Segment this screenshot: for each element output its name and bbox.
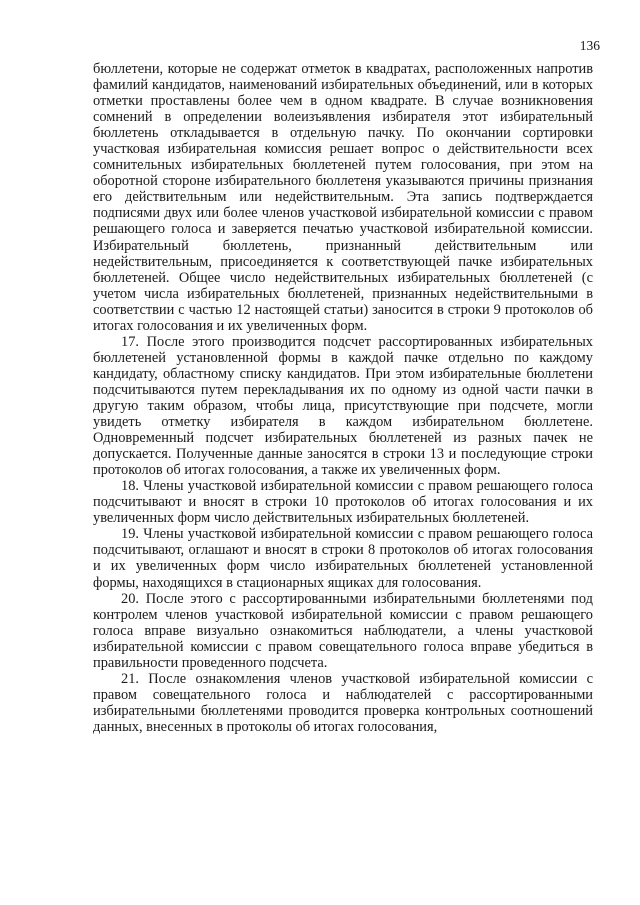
paragraph-18: 18. Члены участковой избирательной комиссии с правом решающего голоса подсчитывают и вносят в строки 10 протоколов об итогах голосования и их увеличенных форм число действительных избирательных бюллетеней. — [93, 478, 593, 527]
paragraph-19: 19. Члены участковой избирательной комиссии с правом решающего голоса подсчитывают, оглашают и вносят в строки 8 протоколов об итогах голосования и их увеличенных форм число избирательных бюллетеней установленной формы, находящихся в стационарных ящиках для голосования. — [93, 526, 593, 591]
page-number: 136 — [579, 38, 600, 53]
paragraph-continuation: бюллетени, которые не содержат отметок в квадратах, расположенных напротив фамилий кандидатов, наименований избирательных объединений, или в которых отметки проставлены более чем в одном квадрате. В случае возникновения сомнений в определении волеизъявления избирателя этот избирательный бюллетень откладывается в отдельную пачку. По окончании сортировки участковая избирательная комиссия решает вопрос о действительности всех сомнительных избирательных бюллетеней путем голосования, при этом на оборотной стороне избирательного бюллетеня указываются причины признания его действительным или недействительным. Эта запись подтверждается подписями двух или более членов участковой избирательной комиссии с правом решающего голоса и заверяется печатью участковой избирательной комиссии. Избирательный бюллетень, признанный действительным или недействительным, присоединяется к соответствующей пачке избирательных бюллетеней. Общее число недействительных избирательных бюллетеней (с учетом числа избирательных бюллетеней, признанных недействительными в соответствии с частью 12 настоящей статьи) заносится в строки 9 протоколов об итогах голосования и их увеличенных форм. — [93, 61, 593, 334]
paragraph-20: 20. После этого с рассортированными избирательными бюллетенями под контролем членов участковой избирательной комиссии с правом решающего голоса вправе визуально ознакомиться наблюдатели, а члены участковой избирательной комиссии с правом совещательного голоса вправе убедиться в правильности проведенного подсчета. — [93, 590, 593, 671]
paragraph-21: 21. После ознакомления членов участковой избирательной комиссии с правом совещательного голоса и наблюдателей с рассортированными избирательными бюллетенями проводится проверка контрольных соотношений данных, внесенных в протоколы об итогах голосования, — [93, 670, 593, 735]
document-body — [93, 61, 593, 735]
paragraph-17: 17. После этого производится подсчет рассортированных избирательных бюллетеней установленной формы в каждой пачке отдельно по каждому кандидату, областному списку кандидатов. При этом избирательные бюллетени подсчитываются путем перекладывания их по одному из одной части пачки в другую таким образом, чтобы лица, присутствующие при подсчете, могли увидеть отметку избирателя в каждом избирательном бюллетене. Одновременный подсчет избирательных бюллетеней из разных пачек не допускается. Полученные данные заносятся в строки 13 и последующие строки протоколов об итогах голосования, а также их увеличенных форм. — [93, 333, 593, 479]
